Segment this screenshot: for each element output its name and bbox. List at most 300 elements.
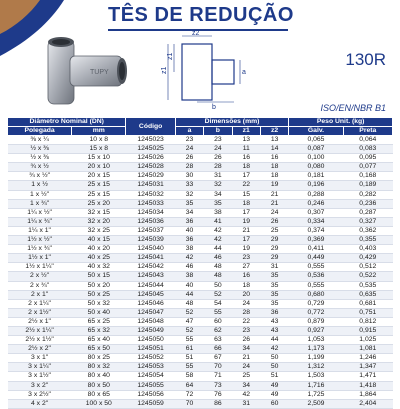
- cell-code: 1245048: [126, 317, 175, 326]
- cell-a: 36: [175, 217, 203, 226]
- cell-black: 0,915: [343, 326, 392, 335]
- header-galv: Galv.: [289, 127, 343, 136]
- cell-mm: 40 x 32: [72, 263, 126, 272]
- cell-a: 42: [175, 254, 203, 263]
- cell-b: 60: [204, 317, 232, 326]
- cell-z2: 18: [260, 163, 288, 172]
- cell-a: 36: [175, 236, 203, 245]
- table-row: [8, 145, 393, 154]
- table-row: [8, 190, 393, 199]
- svg-text:z1: z1: [161, 66, 168, 74]
- cell-z2: 49: [260, 381, 288, 390]
- cell-a: 38: [175, 272, 203, 281]
- cell-inch: 2 x 1¼": [8, 299, 72, 308]
- cell-mm: 15 x 8: [72, 145, 126, 154]
- cell-black: 0,083: [343, 145, 392, 154]
- cell-code: 1245036: [126, 217, 175, 226]
- cell-black: 2,404: [343, 399, 392, 408]
- cell-b: 50: [204, 281, 232, 290]
- cell-black: 0,429: [343, 254, 392, 263]
- cell-b: 44: [204, 245, 232, 254]
- cell-black: 0,355: [343, 236, 392, 245]
- cell-code: 1245033: [126, 199, 175, 208]
- cell-z2: 35: [260, 281, 288, 290]
- cell-black: 0,812: [343, 317, 392, 326]
- cell-b: 76: [204, 390, 232, 399]
- cell-black: 1,246: [343, 354, 392, 363]
- cell-code: 1245023: [126, 136, 175, 145]
- table-row: [8, 281, 393, 290]
- table-row: [8, 263, 393, 272]
- table-row: [8, 317, 393, 326]
- cell-black: 0,287: [343, 208, 392, 217]
- cell-code: 1245028: [126, 163, 175, 172]
- cell-inch: ¾ x ½": [8, 172, 72, 181]
- cell-z2: 51: [260, 372, 288, 381]
- cell-z1: 42: [232, 390, 260, 399]
- table-row: [8, 199, 393, 208]
- cell-mm: 25 x 20: [72, 199, 126, 208]
- cell-black: 0,282: [343, 190, 392, 199]
- cell-black: 0,189: [343, 181, 392, 190]
- cell-z2: 36: [260, 308, 288, 317]
- cell-galv: 0,196: [289, 181, 343, 190]
- cell-z1: 18: [232, 199, 260, 208]
- cell-mm: 20 x 15: [72, 172, 126, 181]
- cell-b: 67: [204, 354, 232, 363]
- cell-code: 1245043: [126, 272, 175, 281]
- cell-inch: ⅜ x ¼: [8, 136, 72, 145]
- cell-inch: ¾ x ½: [8, 163, 72, 172]
- cell-inch: 1¼ x ½": [8, 208, 72, 217]
- cell-z2: 29: [260, 254, 288, 263]
- cell-z2: 35: [260, 299, 288, 308]
- cell-b: 42: [204, 236, 232, 245]
- cell-a: 35: [175, 199, 203, 208]
- table-row: [8, 208, 393, 217]
- cell-galv: 1,053: [289, 336, 343, 345]
- cell-mm: 40 x 20: [72, 245, 126, 254]
- cell-inch: 3 x 2": [8, 381, 72, 390]
- cell-black: 1,025: [343, 336, 392, 345]
- table-row: [8, 245, 393, 254]
- cell-galv: 0,879: [289, 317, 343, 326]
- cell-z1: 19: [232, 217, 260, 226]
- cell-code: 1245026: [126, 154, 175, 163]
- cell-b: 32: [204, 181, 232, 190]
- cell-z1: 23: [232, 326, 260, 335]
- cell-a: 51: [175, 354, 203, 363]
- cell-mm: 50 x 20: [72, 281, 126, 290]
- cell-black: 1,418: [343, 381, 392, 390]
- cell-black: 0,077: [343, 163, 392, 172]
- cell-b: 26: [204, 154, 232, 163]
- header-weight: Peso Unit. (kg): [289, 118, 393, 127]
- cell-black: 0,327: [343, 217, 392, 226]
- cell-code: 1245031: [126, 181, 175, 190]
- cell-a: 23: [175, 136, 203, 145]
- cell-z1: 21: [232, 354, 260, 363]
- cell-code: 1245052: [126, 354, 175, 363]
- header-code: Código: [126, 118, 175, 136]
- cell-z1: 34: [232, 345, 260, 354]
- cell-z2: 21: [260, 190, 288, 199]
- cell-code: 1245054: [126, 372, 175, 381]
- cell-galv: 1,503: [289, 372, 343, 381]
- cell-inch: 2½ x 1¼": [8, 326, 72, 335]
- cell-z1: 25: [232, 372, 260, 381]
- cell-b: 42: [204, 226, 232, 235]
- cell-inch: 2 x ½": [8, 272, 72, 281]
- cell-galv: 0,729: [289, 299, 343, 308]
- cell-code: 1245044: [126, 281, 175, 290]
- cell-z2: 18: [260, 172, 288, 181]
- cell-a: 48: [175, 299, 203, 308]
- cell-z2: 44: [260, 336, 288, 345]
- reducing-tee-photo: [40, 30, 130, 112]
- cell-z2: 31: [260, 263, 288, 272]
- cell-z2: 21: [260, 199, 288, 208]
- cell-b: 24: [204, 145, 232, 154]
- specs-table-body: [8, 136, 393, 409]
- cell-a: 52: [175, 308, 203, 317]
- cell-inch: 3 x 1": [8, 354, 72, 363]
- cell-a: 58: [175, 372, 203, 381]
- cell-code: 1245059: [126, 399, 175, 408]
- cell-z2: 35: [260, 290, 288, 299]
- cell-z1: 18: [232, 163, 260, 172]
- cell-z2: 13: [260, 136, 288, 145]
- cell-b: 70: [204, 363, 232, 372]
- cell-z1: 20: [232, 290, 260, 299]
- cell-z1: 26: [232, 336, 260, 345]
- cell-z2: 49: [260, 390, 288, 399]
- cell-inch: 1½ x ¾": [8, 245, 72, 254]
- cell-mm: 65 x 40: [72, 336, 126, 345]
- cell-galv: 0,536: [289, 272, 343, 281]
- cell-z1: 16: [232, 272, 260, 281]
- table-row: [8, 163, 393, 172]
- cell-galv: 0,411: [289, 245, 343, 254]
- table-row: [8, 326, 393, 335]
- cell-inch: 2½ x 1½": [8, 336, 72, 345]
- svg-text:z1: z1: [167, 52, 174, 60]
- cell-a: 32: [175, 190, 203, 199]
- cell-a: 33: [175, 181, 203, 190]
- cell-z2: 35: [260, 272, 288, 281]
- cell-galv: 0,680: [289, 290, 343, 299]
- header-z2: z2: [260, 127, 288, 136]
- cell-z2: 29: [260, 236, 288, 245]
- cell-a: 55: [175, 336, 203, 345]
- cell-mm: 40 x 25: [72, 254, 126, 263]
- cell-inch: ½ x ⅜: [8, 145, 72, 154]
- cell-galv: 0,369: [289, 236, 343, 245]
- cell-a: 55: [175, 363, 203, 372]
- cell-inch: 3 x 1¼": [8, 363, 72, 372]
- table-row: [8, 345, 393, 354]
- table-row: [8, 363, 393, 372]
- cell-galv: 1,716: [289, 381, 343, 390]
- cell-code: 1245051: [126, 345, 175, 354]
- cell-black: 0,362: [343, 226, 392, 235]
- cell-z2: 43: [260, 326, 288, 335]
- cell-galv: 0,181: [289, 172, 343, 181]
- header-dn: Diâmetro Nominal (DN): [8, 118, 126, 127]
- cell-b: 71: [204, 372, 232, 381]
- cell-inch: 1½ x 1": [8, 254, 72, 263]
- cell-galv: 0,065: [289, 136, 343, 145]
- cell-b: 38: [204, 208, 232, 217]
- cell-a: 24: [175, 145, 203, 154]
- cell-inch: 1¼ x ¾": [8, 217, 72, 226]
- table-row: [8, 399, 393, 408]
- cell-code: 1245029: [126, 172, 175, 181]
- table-row: [8, 308, 393, 317]
- table-row: [8, 254, 393, 263]
- cell-inch: 1½ x 1¼": [8, 263, 72, 272]
- cell-z2: 24: [260, 208, 288, 217]
- cell-b: 34: [204, 190, 232, 199]
- cell-mm: 50 x 15: [72, 272, 126, 281]
- cell-z2: 50: [260, 354, 288, 363]
- cell-code: 1245053: [126, 363, 175, 372]
- cell-inch: 1 x ½": [8, 190, 72, 199]
- cell-b: 66: [204, 345, 232, 354]
- specs-table: [7, 117, 393, 409]
- cell-z1: 21: [232, 226, 260, 235]
- cell-code: 1245045: [126, 290, 175, 299]
- cell-b: 62: [204, 326, 232, 335]
- cell-inch: 2½ x 1": [8, 317, 72, 326]
- cell-b: 55: [204, 308, 232, 317]
- cell-galv: 0,555: [289, 281, 343, 290]
- cell-inch: 2½ x 2": [8, 345, 72, 354]
- cell-code: 1245050: [126, 336, 175, 345]
- cell-black: 0,168: [343, 172, 392, 181]
- table-row: [8, 236, 393, 245]
- svg-text:b: b: [212, 104, 216, 110]
- table-group-header-row: [8, 118, 393, 127]
- cell-galv: 0,288: [289, 190, 343, 199]
- cell-a: 28: [175, 163, 203, 172]
- cell-mm: 32 x 20: [72, 217, 126, 226]
- cell-mm: 32 x 25: [72, 226, 126, 235]
- cell-z1: 28: [232, 308, 260, 317]
- cell-a: 72: [175, 390, 203, 399]
- cell-black: 1,864: [343, 390, 392, 399]
- cell-galv: 0,374: [289, 226, 343, 235]
- cell-black: 0,522: [343, 272, 392, 281]
- dimension-diagram: [160, 30, 260, 110]
- cell-mm: 50 x 32: [72, 299, 126, 308]
- cell-z1: 31: [232, 399, 260, 408]
- table-row: [8, 299, 393, 308]
- cell-z2: 60: [260, 399, 288, 408]
- table-row: [8, 172, 393, 181]
- cell-z2: 42: [260, 345, 288, 354]
- cell-galv: 0,087: [289, 145, 343, 154]
- cell-inch: 1 x ¾": [8, 199, 72, 208]
- cell-z1: 24: [232, 363, 260, 372]
- cell-black: 0,512: [343, 263, 392, 272]
- header-black: Preta: [343, 127, 392, 136]
- cell-mm: 100 x 50: [72, 399, 126, 408]
- cell-a: 34: [175, 208, 203, 217]
- table-row: [8, 136, 393, 145]
- cell-galv: 1,173: [289, 345, 343, 354]
- cell-b: 35: [204, 199, 232, 208]
- table-row: [8, 390, 393, 399]
- cell-galv: 0,080: [289, 163, 343, 172]
- cell-z2: 50: [260, 363, 288, 372]
- cell-a: 40: [175, 226, 203, 235]
- cell-galv: 1,725: [289, 390, 343, 399]
- cell-mm: 80 x 32: [72, 363, 126, 372]
- cell-inch: ½ x ⅜: [8, 154, 72, 163]
- header-z1: z1: [232, 127, 260, 136]
- cell-code: 1245025: [126, 145, 175, 154]
- cell-code: 1245047: [126, 308, 175, 317]
- cell-b: 52: [204, 290, 232, 299]
- table-row: [8, 290, 393, 299]
- specs-table-wrap: [7, 117, 393, 409]
- cell-code: 1245039: [126, 236, 175, 245]
- cell-b: 28: [204, 163, 232, 172]
- cell-code: 1245055: [126, 381, 175, 390]
- cell-z1: 16: [232, 154, 260, 163]
- cell-code: 1245032: [126, 190, 175, 199]
- table-row: [8, 154, 393, 163]
- cell-black: 0,535: [343, 281, 392, 290]
- cell-inch: 4 x 2": [8, 399, 72, 408]
- cell-code: 1245042: [126, 263, 175, 272]
- cell-mm: 20 x 10: [72, 163, 126, 172]
- cell-galv: 0,927: [289, 326, 343, 335]
- svg-text:a: a: [242, 69, 246, 76]
- cell-galv: 0,100: [289, 154, 343, 163]
- cell-mm: 80 x 50: [72, 381, 126, 390]
- cell-z1: 22: [232, 181, 260, 190]
- cell-inch: 1¼ x 1": [8, 226, 72, 235]
- cell-z2: 29: [260, 245, 288, 254]
- cell-galv: 0,307: [289, 208, 343, 217]
- cell-a: 46: [175, 263, 203, 272]
- cell-z1: 22: [232, 317, 260, 326]
- cell-code: 1245041: [126, 254, 175, 263]
- cell-black: 0,236: [343, 199, 392, 208]
- cell-code: 1245056: [126, 390, 175, 399]
- header-mm: mm: [72, 127, 126, 136]
- cell-inch: 2 x 1½": [8, 308, 72, 317]
- svg-text:z2: z2: [192, 30, 200, 37]
- cell-mm: 65 x 25: [72, 317, 126, 326]
- cell-z2: 14: [260, 145, 288, 154]
- cell-z1: 15: [232, 190, 260, 199]
- cell-z1: 17: [232, 208, 260, 217]
- cell-code: 1245034: [126, 208, 175, 217]
- table-row: [8, 272, 393, 281]
- cell-black: 1,347: [343, 363, 392, 372]
- cell-z2: 26: [260, 217, 288, 226]
- cell-b: 31: [204, 172, 232, 181]
- cell-mm: 80 x 25: [72, 354, 126, 363]
- cell-black: 0,635: [343, 290, 392, 299]
- cell-mm: 80 x 65: [72, 390, 126, 399]
- product-emboss: TUPY: [90, 69, 109, 76]
- cell-inch: 1 x ½: [8, 181, 72, 190]
- cell-galv: 1,312: [289, 363, 343, 372]
- cell-b: 48: [204, 263, 232, 272]
- page-title: TÊS DE REDUÇÃO: [108, 4, 294, 26]
- cell-z1: 23: [232, 254, 260, 263]
- cell-z1: 17: [232, 172, 260, 181]
- cell-b: 73: [204, 381, 232, 390]
- cell-black: 0,751: [343, 308, 392, 317]
- cell-a: 38: [175, 245, 203, 254]
- cell-b: 41: [204, 217, 232, 226]
- cell-code: 1245046: [126, 299, 175, 308]
- cell-mm: 80 x 40: [72, 372, 126, 381]
- product-code: 130R: [345, 50, 386, 69]
- cell-a: 44: [175, 290, 203, 299]
- cell-mm: 40 x 15: [72, 236, 126, 245]
- header-inch: Polegada: [8, 127, 72, 136]
- cell-z1: 17: [232, 236, 260, 245]
- cell-z2: 43: [260, 317, 288, 326]
- cell-z1: 19: [232, 245, 260, 254]
- cell-a: 64: [175, 381, 203, 390]
- cell-mm: 50 x 25: [72, 290, 126, 299]
- cell-a: 40: [175, 281, 203, 290]
- cell-mm: 25 x 15: [72, 181, 126, 190]
- table-row: [8, 217, 393, 226]
- cell-mm: 65 x 32: [72, 326, 126, 335]
- cell-black: 0,064: [343, 136, 392, 145]
- cell-mm: 32 x 15: [72, 208, 126, 217]
- cell-b: 63: [204, 336, 232, 345]
- cell-inch: 3 x 1½": [8, 372, 72, 381]
- standard-label: ISO/EN/NBR B1: [320, 103, 386, 113]
- cell-a: 61: [175, 345, 203, 354]
- cell-black: 0,403: [343, 245, 392, 254]
- cell-a: 47: [175, 317, 203, 326]
- cell-inch: 2 x 1": [8, 290, 72, 299]
- cell-mm: 65 x 50: [72, 345, 126, 354]
- header-b: b: [204, 127, 232, 136]
- cell-b: 23: [204, 136, 232, 145]
- cell-code: 1245040: [126, 245, 175, 254]
- cell-galv: 0,772: [289, 308, 343, 317]
- cell-inch: 1½ x ½": [8, 236, 72, 245]
- cell-galv: 1,199: [289, 354, 343, 363]
- table-row: [8, 372, 393, 381]
- cell-b: 48: [204, 272, 232, 281]
- table-row: [8, 354, 393, 363]
- cell-black: 1,471: [343, 372, 392, 381]
- cell-z2: 19: [260, 181, 288, 190]
- cell-inch: 2 x ¾": [8, 281, 72, 290]
- cell-mm: 25 x 15: [72, 190, 126, 199]
- cell-z1: 18: [232, 281, 260, 290]
- cell-galv: 0,449: [289, 254, 343, 263]
- cell-a: 52: [175, 326, 203, 335]
- cell-galv: 2,509: [289, 399, 343, 408]
- cell-z1: 27: [232, 263, 260, 272]
- cell-z2: 16: [260, 154, 288, 163]
- cell-mm: 15 x 10: [72, 154, 126, 163]
- cell-a: 70: [175, 399, 203, 408]
